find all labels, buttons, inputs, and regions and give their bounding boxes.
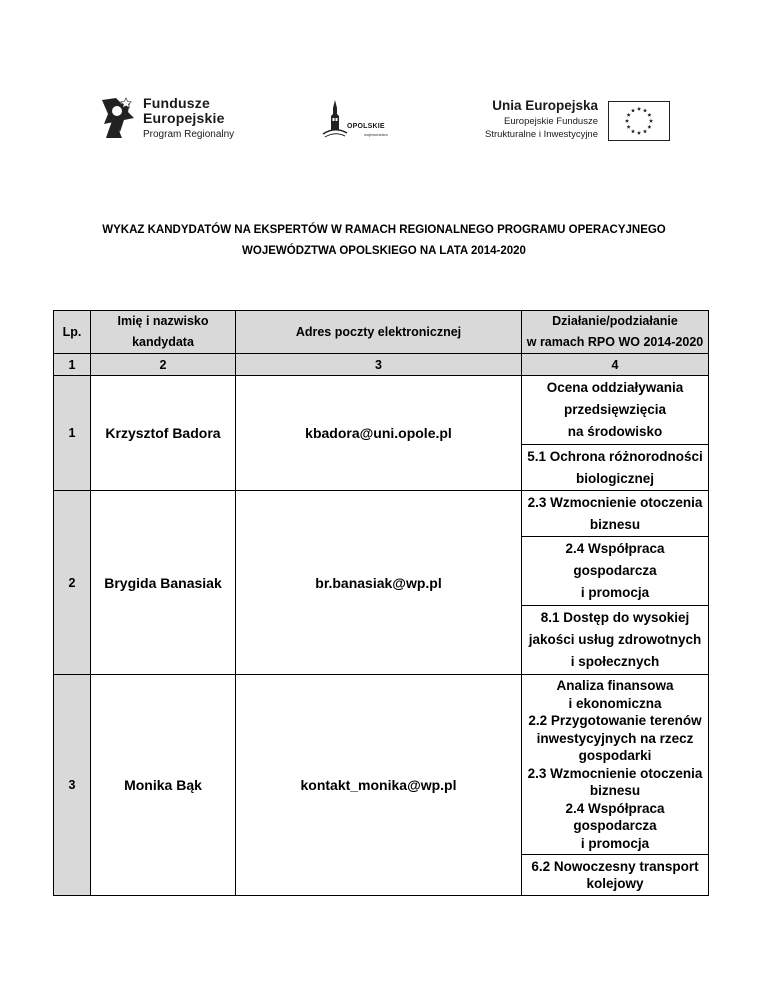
fundusze-line1: Fundusze — [143, 95, 210, 111]
action-line: gospodarki — [578, 748, 652, 763]
fundusze-line2: Europejskie — [143, 110, 225, 127]
opolskie-logo — [320, 100, 400, 144]
unia-title: Unia Europejska — [492, 98, 598, 113]
header-lp: Lp. — [54, 311, 91, 354]
candidate-name: Krzysztof Badora — [91, 376, 236, 491]
row-lp: 3 — [54, 675, 91, 896]
unia-line2: Strukturalne i Inwestycyjne — [485, 129, 598, 141]
action-line: na środowisko — [567, 424, 663, 439]
candidate-email: kontakt_monika@wp.pl — [236, 675, 522, 896]
fundusze-europejskie-logo — [100, 94, 240, 142]
col-number: 4 — [522, 354, 709, 376]
action-line: inwestycyjnych na rzecz — [536, 730, 694, 746]
table-row — [54, 376, 709, 445]
unia-line1: Europejskie Fundusze — [504, 115, 598, 127]
col-number: 1 — [54, 354, 91, 376]
header-name — [91, 311, 236, 354]
fundusze-emblem-icon — [100, 94, 140, 140]
document-title — [60, 220, 708, 262]
action-line: biznesu — [589, 516, 641, 532]
action-line: 2.3 Wzmocnienie otoczenia — [527, 765, 703, 781]
col-number: 3 — [236, 354, 522, 376]
action-line: 2.3 Wzmocnienie otoczenia — [527, 494, 703, 510]
action-line: przedsięwzięcia — [563, 402, 667, 417]
header-action-l1: Działanie/podziałanie — [552, 314, 678, 328]
action-cell — [522, 445, 709, 491]
action-line: biznesu — [589, 783, 641, 798]
header-action-l2: w ramach RPO WO 2014-2020 — [526, 335, 704, 349]
header-name-l1: Imię i nazwisko — [117, 314, 209, 328]
action-line: 2.2 Przygotowanie terenów — [528, 713, 702, 728]
action-line: i promocja — [580, 835, 650, 851]
table-row — [54, 491, 709, 537]
action-line: i promocja — [580, 585, 650, 600]
row-lp: 2 — [54, 491, 91, 675]
action-cell — [522, 376, 709, 445]
action-line: 2.4 Współpraca — [565, 541, 665, 556]
candidate-email: br.banasiak@wp.pl — [236, 491, 522, 675]
action-line: Ocena oddziaływania — [546, 380, 684, 395]
title-line1: WYKAZ KANDYDATÓW NA EKSPERTÓW W RAMACH REGIONALNEGO PROGRAMU OPERACYJNEGO — [102, 224, 666, 236]
header-action — [522, 311, 709, 354]
action-line: 2.4 Współpraca — [565, 800, 665, 816]
candidate-name: Brygida Banasiak — [91, 491, 236, 675]
action-line: 5.1 Ochrona różnorodności — [527, 448, 703, 464]
opolskie-sub: województwo — [364, 132, 388, 137]
action-line: Analiza finansowa — [556, 678, 674, 693]
action-line: gospodarcza — [573, 818, 657, 833]
action-cell — [522, 855, 709, 896]
eu-flag-icon — [608, 101, 670, 141]
action-line: 8.1 Dostęp do wysokiej — [540, 610, 690, 625]
row-lp: 1 — [54, 376, 91, 491]
candidate-name: Monika Bąk — [91, 675, 236, 896]
header-row — [54, 311, 709, 354]
action-cell — [522, 675, 709, 855]
action-line: jakości usług zdrowotnych — [528, 632, 702, 647]
action-line: kolejowy — [586, 876, 644, 891]
opolskie-name: OPOLSKIE — [347, 123, 385, 130]
unia-europejska-logo — [474, 98, 670, 144]
action-line: biologicznej — [575, 470, 654, 486]
action-cell — [522, 491, 709, 537]
header-name-l2: kandydata — [132, 335, 194, 349]
numbering-row — [54, 354, 709, 376]
action-line: gospodarcza — [573, 563, 657, 578]
action-line: i ekonomiczna — [568, 695, 662, 711]
table-row — [54, 675, 709, 855]
fundusze-line3: Program Regionalny — [143, 128, 235, 140]
candidate-email: kbadora@uni.opole.pl — [236, 376, 522, 491]
header-email: Adres poczty elektronicznej — [236, 311, 522, 354]
action-cell — [522, 537, 709, 606]
col-number: 2 — [91, 354, 236, 376]
opolskie-tower-icon — [320, 100, 350, 140]
action-cell — [522, 606, 709, 675]
action-line: i społecznych — [570, 654, 660, 669]
action-line: 6.2 Nowoczesny transport — [531, 858, 699, 874]
title-line2: WOJEWÓDZTWA OPOLSKIEGO NA LATA 2014-2020 — [242, 245, 526, 257]
experts-table — [53, 310, 709, 896]
